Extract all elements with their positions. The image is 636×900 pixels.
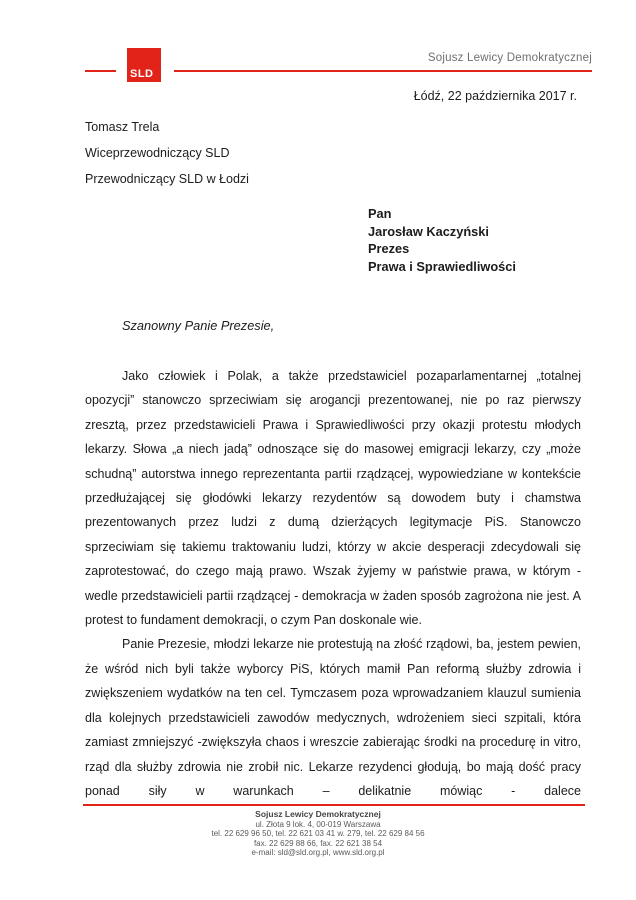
body-paragraph-2: Panie Prezesie, młodzi lekarze nie protestują na złość rządowi, ba, jestem pewien, że wśród nich byli także wyborcy PiS, których mamił Pan reformą służby zdrowia i zwiększeniem wydatków na ten cel. Tymczasem poza wprowadzaniem klauzul sumienia dla kolejnych przedstawicieli zawodów medycznych, wdrożeniem sieci szpitali, która zamiast zmniejszyć -zwiększyła chaos i wreszcie zabierając środki na procedurę in vitro, rząd dla służby zdrowia nie zrobił nic. Lekarze rezydenci głodują, bo mają dość pracy ponad siły w warunkach – delikatnie mówiąc - dalece bbox=[85, 637, 581, 798]
sender-name: Tomasz Trela bbox=[85, 120, 160, 134]
footer-fax: fax. 22 629 88 66, fax. 22 621 38 54 bbox=[253, 838, 383, 848]
footer-rule bbox=[83, 804, 585, 806]
sender-block bbox=[85, 114, 249, 192]
letter-body bbox=[85, 364, 581, 803]
recipient-title: Prezes bbox=[368, 241, 410, 256]
sld-logo-text: SLD bbox=[130, 68, 154, 80]
footer-address: ul. Złota 9 lok. 4, 00-019 Warszawa bbox=[255, 819, 381, 829]
footer-phones: tel. 22 629 96 50, tel. 22 621 03 41 w. 279, tel. 22 629 84 56 bbox=[211, 829, 425, 838]
header-rule-left bbox=[85, 70, 116, 72]
header-rule-right bbox=[174, 70, 592, 72]
recipient-name: Jarosław Kaczyński bbox=[368, 223, 489, 239]
footer-block bbox=[0, 810, 636, 858]
dateline: Łódź, 22 października 2017 r. bbox=[413, 89, 577, 103]
footer-email-web: e-mail: sld@sld.org.pl, www.sld.org.pl bbox=[251, 848, 385, 857]
body-paragraph-1: Jako człowiek i Polak, a także przedstawiciel pozaparlamentarnej „totalnej opozycji” stanowczo sprzeciwiam się arogancji prezentowanej, nie po raz pierwszy zresztą, przez przedstawicieli Prawa i Sprawiedliwości przy okazji protestu młodych lekarzy. Słowa „a niech jadą” odnoszące się do masowej emigracji lekarzy, czy „może schudną” autorstwa innego reprezentanta partii rządzącej, wypowiedziane w kontekście przedłużającej się głodówki lekarzy rezydentów są dowodem buty i chamstwa prezentowanych przez ludzi z dumą dzierżących legitymacje PiS. Stanowczo sprzeciwiam się takiemu traktowaniu ludzi, którzy w akcie desperacji zdecydowali się zaprotestować, do czego mają prawo. Wszak żyjemy w państwie prawa, w którym - wedle przedstawicieli partii rządzącej - demokracja w żaden sposób zagrożona nie jest. A protest to fundament demokracji, o czym Pan doskonale wie. bbox=[85, 369, 581, 628]
header-org-name: Sojusz Lewicy Demokratycznej bbox=[427, 52, 592, 64]
recipient-honorific: Pan bbox=[368, 206, 392, 221]
recipient-block bbox=[368, 205, 516, 275]
sld-logo bbox=[127, 48, 161, 82]
recipient-org: Prawa i Sprawiedliwości bbox=[368, 258, 516, 274]
sender-title-1: Wiceprzewodniczący SLD bbox=[85, 146, 230, 160]
footer-org-name: Sojusz Lewicy Demokratycznej bbox=[255, 809, 381, 819]
sender-title-2: Przewodniczący SLD w Łodzi bbox=[85, 172, 249, 186]
salutation: Szanowny Panie Prezesie, bbox=[122, 318, 275, 333]
